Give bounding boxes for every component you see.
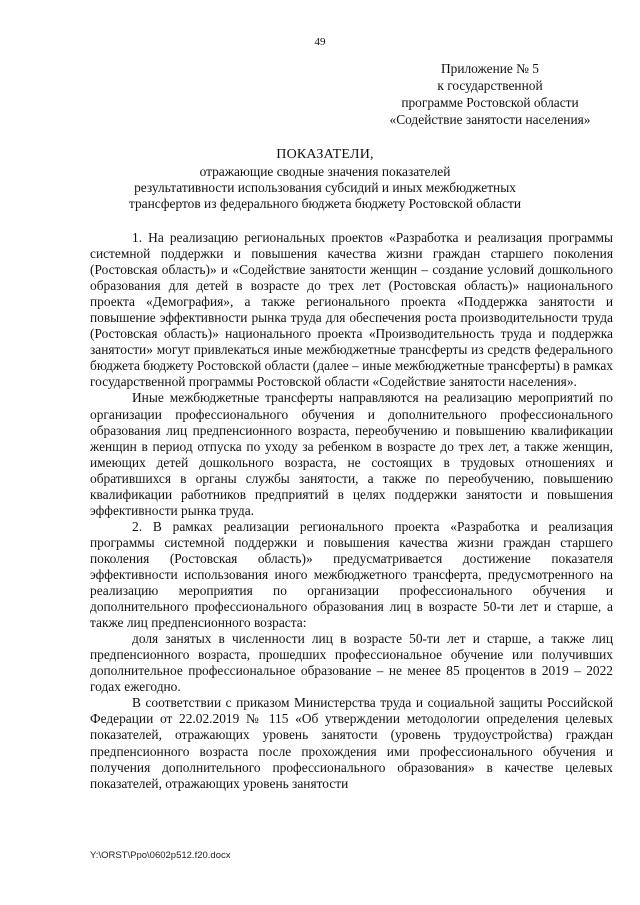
file-path-footer: Y:\ORST\Ppo\0602p512.f20.docx xyxy=(90,850,231,861)
title-line: трансфертов из федерального бюджета бюджету Ростовской области xyxy=(128,196,522,211)
paragraph: 2. В рамках реализации регионального проекта «Разработка и реализация программы системной поддержки и повышения качества жизни граждан старшего поколения (Ростовская область)» предусматривается достижение показателя эффективности использования иного межбюджетного трансферта, предусмотренного на реализацию мероприятия по организации профессионального обучения и дополнительного профессионального образования лиц в возрасте 50-ти лет и старше, а также лиц предпенсионного возраста: xyxy=(90,518,613,631)
paragraph: 1. На реализацию региональных проектов «Разработка и реализация программы системной поддержки и повышения качества жизни граждан старшего поколения (Ростовская область)» и «Содействие занятости женщин – создание условий дошкольного образования для детей в возрасте до трех лет (Ростовская область)» национального проекта «Демография», а также регионального проекта «Поддержка занятости и повышение эффективности рынка труда для обеспечения роста производительности труда (Ростовская область)» национального проекта «Производительность труда и поддержка занятости» могут привлекаться иные межбюджетные трансферты из средств федерального бюджета бюджету Ростовской области (далее – иные межбюджетные трансферты) в рамках государственной программы Ростовской области «Содействие занятости населения». xyxy=(90,230,613,390)
page-number: 49 xyxy=(314,36,326,48)
paragraph: доля занятых в численности лиц в возрасте 50-ти лет и старше, а также лиц предпенсионного возраста, прошедших профессиональное обучение или получивших дополнительное профессиональное образование – не менее 85 процентов в 2019 – 2022 годах ежегодно. xyxy=(90,631,613,695)
document-body xyxy=(90,230,613,792)
paragraph: Иные межбюджетные трансферты направляются на реализацию мероприятий по организации профессионального обучения и дополнительного профессионального образования лиц предпенсионного возраста, переобучению и повышению квалификации женщин в период отпуска по уходу за ребенком в возрасте до трех лет, а также женщин, имеющих детей дошкольного возраста, не состоящих в трудовых отношениях и обратившихся в органы службы занятости, а также по переобучению, повышению квалификации работников предприятий в целях поддержки занятости и повышения эффективности рынка труда. xyxy=(90,390,613,518)
title-line: результативности использования субсидий и иных межбюджетных xyxy=(134,180,516,195)
title-heading: ПОКАЗАТЕЛИ, xyxy=(276,147,374,162)
appendix-line: программе Ростовской области xyxy=(401,95,579,110)
appendix-line: к государственной xyxy=(437,78,543,93)
title-line: отражающие сводные значения показателей xyxy=(199,164,451,179)
appendix-line: Приложение № 5 xyxy=(440,61,540,76)
document-title xyxy=(90,147,560,212)
appendix-line: «Содействие занятости населения» xyxy=(389,112,591,127)
appendix-header xyxy=(340,60,640,128)
paragraph: В соответствии с приказом Министерства труда и социальной защиты Российской Федерации от 22.02.2019 № 115 «Об утверждении методологии определения целевых показателей, отражающих уровень занятости (уровень трудоустройства) граждан предпенсионного возраста после прохождения ими профессионального обучения и получения дополнительного профессионального образования» в качестве целевых показателей, отражающих уровень занятости xyxy=(90,695,613,791)
